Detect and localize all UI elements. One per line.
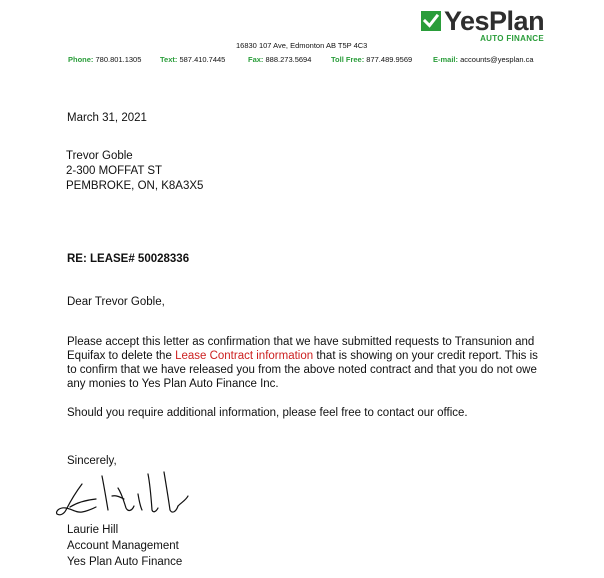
logo-name: YesPlan	[444, 6, 545, 36]
contact-value: 888.273.5694	[265, 55, 312, 64]
contact-label: Text:	[160, 55, 178, 64]
body-paragraph-2: Should you require additional information, please feel free to contact our office.	[67, 407, 468, 419]
recipient-name: Trevor Goble	[66, 150, 133, 162]
contact-value: 587.410.7445	[179, 55, 226, 64]
body-paragraph-1	[67, 335, 547, 391]
signer-title: Account Management	[67, 540, 179, 552]
contact-label: Toll Free:	[331, 55, 365, 64]
contact-email	[433, 55, 534, 64]
highlighted-text: Lease Contract information	[175, 350, 314, 362]
recipient-city: PEMBROKE, ON, K8A3X5	[66, 180, 204, 192]
contact-phone	[68, 55, 141, 64]
check-mark-icon	[421, 11, 441, 31]
signer-name: Laurie Hill	[67, 524, 119, 536]
signer-block	[67, 522, 182, 570]
handwritten-signature	[52, 466, 192, 522]
paragraph-text: Please accept this letter as confirmation that we have submitted requests to Transunion and Equifax to delete the	[67, 336, 535, 362]
letter-date: March 31, 2021	[67, 112, 147, 124]
contact-toll-free	[331, 55, 412, 64]
contact-label: Fax:	[248, 55, 264, 64]
contact-text	[160, 55, 225, 64]
recipient-address	[66, 149, 203, 194]
contact-value: 780.801.1305	[95, 55, 142, 64]
contact-label: E-mail:	[433, 55, 459, 64]
recipient-street: 2-300 MOFFAT ST	[66, 165, 163, 177]
company-logo	[421, 6, 546, 45]
greeting: Dear Trevor Goble,	[67, 296, 165, 308]
logo-tagline: AUTO FINANCE	[480, 34, 544, 43]
signer-company: Yes Plan Auto Finance	[67, 556, 183, 568]
contact-fax	[248, 55, 311, 64]
contact-value: 877.489.9569	[366, 55, 413, 64]
subject-line: RE: LEASE# 50028336	[67, 253, 190, 265]
closing: Sincerely,	[67, 455, 117, 467]
contact-label: Phone:	[68, 55, 94, 64]
company-address: 16830 107 Ave, Edmonton AB T5P 4C3	[236, 41, 368, 50]
paragraph-text: that is showing on your credit report. This is to confirm that we have released you from the above noted contract and that you do not owe any monies to Yes Plan Auto Finance Inc.	[67, 350, 538, 390]
contact-email-link[interactable]: accounts@yesplan.ca	[460, 55, 534, 64]
